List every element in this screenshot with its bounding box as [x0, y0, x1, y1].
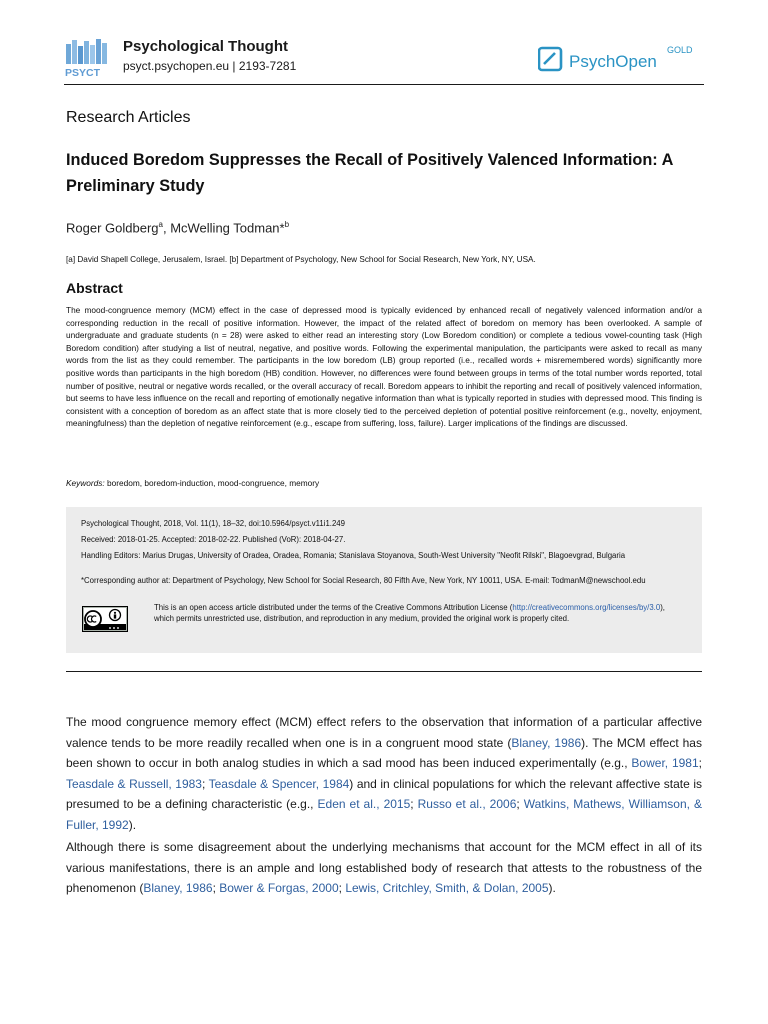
- body-text: ;: [410, 797, 418, 812]
- psyct-logo: [64, 38, 112, 78]
- citation-link[interactable]: Teasdale & Spencer, 1984: [208, 776, 350, 791]
- body-divider: [66, 671, 702, 672]
- journal-title: Psychological Thought: [123, 38, 289, 55]
- body-paragraph: [66, 837, 702, 899]
- citation-link[interactable]: Bower, 1981: [631, 756, 699, 771]
- body-text: Although there is some disagreement about the underlying mechanisms that account for the MCM effect in all of its various manifestations, there is an ample and long established body of research that attests to the robustness of the phenomenon (: [66, 840, 702, 896]
- body-text: ;: [338, 881, 346, 896]
- article-title: Induced Boredom Suppresses the Recall of Positively Valenced Information: A Preliminary Study: [66, 151, 673, 195]
- citation-link[interactable]: Russo et al., 2006: [417, 797, 517, 812]
- citation-line: Psychological Thought, 2018, Vol. 11(1), 18–32, doi:10.5964/psyct.v11i1.249: [81, 519, 345, 528]
- citation-link[interactable]: Lewis, Critchley, Smith, & Dolan, 2005: [345, 881, 549, 896]
- editors-line: Handling Editors: Marius Drugas, University of Oradea, Oradea, Romania; Stanislava Stoyanova, South-West University "Neofit Rilski", Blagoevgrad, Bulgaria: [81, 551, 626, 560]
- author-name: McWelling Todman*: [170, 220, 285, 236]
- psychopen-logo: [538, 44, 703, 76]
- author-list: [66, 220, 289, 235]
- body-text: The mood congruence memory effect (MCM) effect refers to the observation that information of a particular affective valence tends to be more readily recalled when one is in a congruent mood state (: [66, 715, 702, 750]
- license-text-pre: This is an open access article distributed under the terms of the Creative Commons Attribution License (: [154, 603, 513, 612]
- body-text: ;: [698, 756, 702, 771]
- journal-url: psyct.psychopen.eu | 2193-7281: [123, 59, 297, 73]
- body-text: ). The MCM effect has been shown to occur in both analog studies in which a sad mood has been induced experimentally (e.g.,: [66, 735, 702, 771]
- corresponding-author-line: *Corresponding author at: Department of Psychology, New School for Social Research, 80 Fifth Ave, New York, NY 10011, USA. E-mail: TodmanM@newschool.edu: [81, 576, 646, 585]
- body-text: ).: [128, 817, 137, 832]
- abstract-heading: Abstract: [66, 280, 123, 296]
- body-text: ) and in clinical populations for which the relevant affective state is presumed to be a defining characteristic (e.g.,: [66, 776, 702, 812]
- psychopen-logo-text: PsychOpen: [569, 52, 657, 71]
- keywords: [66, 478, 319, 488]
- author-separator: ,: [162, 220, 171, 236]
- citation-link[interactable]: Blaney, 1986: [143, 881, 213, 896]
- citation-link[interactable]: Watkins, Mathews, Williamson, & Fuller, 1992: [66, 797, 702, 832]
- author-name: Roger Goldberg: [66, 220, 159, 236]
- citation-link[interactable]: Teasdale & Russell, 1983: [66, 776, 202, 791]
- citation-link[interactable]: Blaney, 1986: [511, 735, 582, 750]
- dates-line: Received: 2018-01-25. Accepted: 2018-02-22. Published (VoR): 2018-04-27.: [81, 535, 346, 544]
- affiliation-marker: b: [284, 220, 290, 229]
- psychopen-gold-text: GOLD: [667, 45, 693, 55]
- psyct-logo-text: PSYCT: [65, 67, 101, 78]
- license-text: [154, 603, 684, 624]
- citation-link[interactable]: Bower & Forgas, 2000: [219, 881, 339, 896]
- body-text: ;: [516, 797, 524, 812]
- citation-link[interactable]: Eden et al., 2015: [317, 797, 411, 812]
- license-text-post: ), which permits unrestricted use, distribution, and reproduction in any medium, provided the original work is properly cited.: [154, 603, 665, 623]
- body-text: ).: [548, 881, 556, 896]
- body-text: ;: [212, 881, 220, 896]
- article-info-box: [66, 507, 702, 653]
- abstract-text: The mood-congruence memory (MCM) effect in the case of depressed mood is typically evidenced by enhanced recall of negatively valenced information and/or a corresponding reduction in the recall of positive information. However, the impact of the related affect of boredom on memory has been overlooked. A sample of undergraduate and graduate students (n = 28) were asked to either read an interesting story (Low Boredom condition) or complete a tedious vowel-counting task (High Boredom condition) after studying a list of neutral, negative, and positive words. Following the experimental manipulation, the participants were asked to recall as many words from the list as they could remember. The participants in the low boredom (LB) group reported (i.e., recalled words + misremembered words) significantly more positive words than participants in the high boredom (HB) condition. However, no differences were found between groups in terms of the total number words reported, total number of positive, neutral or negative words recalled, or the overall accuracy of recall. Boredom appears to inhibit the reporting and recall of positively valenced information, but seems to have less influence on the recall and reporting of emotionally negative information than what is typically reported in studies with depressed mood. This finding is consistent with a conception of boredom as an affect state that is more closely tied to the perceived depletion of potential positive reinforcement (e.g., novelty, enjoyment, meaningfulness) than the depletion of negative reinforcement (e.g., escape from suffering, loss, failure). Larger implications of the findings are discussed.: [66, 305, 702, 429]
- affiliations: [a] David Shapell College, Jerusalem, Israel. [b] Department of Psychology, New School for Social Research, New York, NY, USA.: [66, 255, 536, 264]
- cc-by-license-icon[interactable]: [82, 606, 128, 632]
- license-link[interactable]: http://creativecommons.org/licenses/by/3.0: [512, 603, 661, 612]
- keywords-label: Keywords:: [66, 478, 105, 488]
- affiliation-marker: a: [158, 220, 163, 229]
- keywords-value: boredom, boredom-induction, mood-congruence, memory: [104, 478, 320, 488]
- section-label: Research Articles: [66, 109, 191, 126]
- header-divider: [64, 84, 704, 85]
- body-paragraph: [66, 712, 702, 836]
- body-text: ;: [201, 776, 209, 791]
